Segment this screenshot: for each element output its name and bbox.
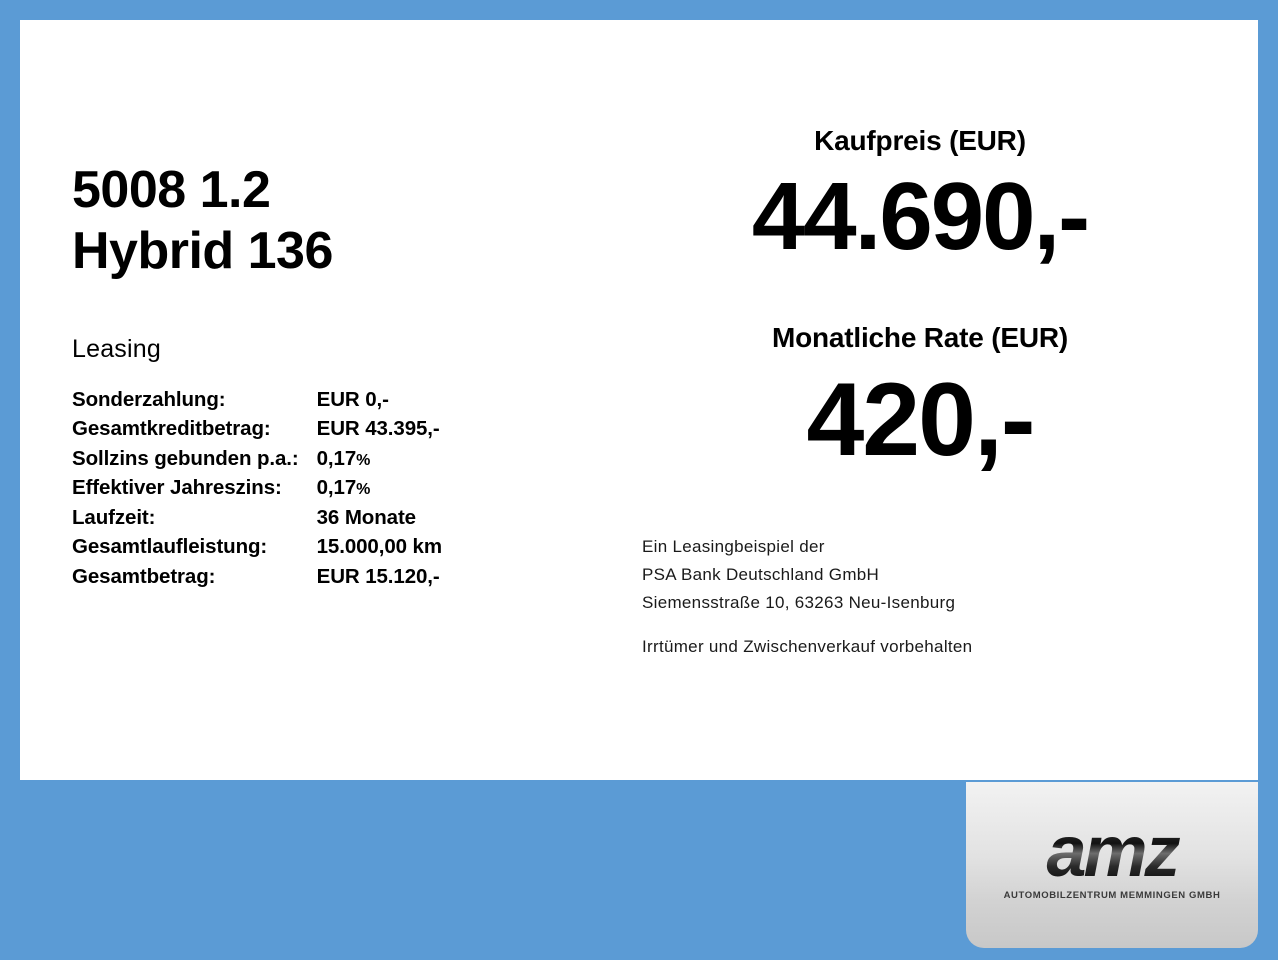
monthly-rate-value: 420,- [806,361,1034,478]
row-value: 36 Monate [316,505,416,529]
offer-card [20,20,1258,780]
price-column [620,125,1220,661]
row-label: Gesamtbetrag: [72,564,216,588]
row-value-number: 0,17 [316,476,357,500]
table-row [72,506,517,536]
row-label: Sonderzahlung: [72,387,226,411]
row-value-unit: % [356,481,371,499]
row-value [317,476,517,506]
purchase-price-label: Kaufpreis (EUR) [814,125,1026,156]
table-row [72,476,517,506]
row-value: EUR 43.395,- [316,417,440,441]
row-value-unit: % [356,451,371,469]
financing-details-table [72,388,517,595]
vehicle-info-column [72,160,592,594]
row-label: Effektiver Jahreszins: [72,476,282,500]
table-row [72,535,517,565]
row-value: EUR 0,- [316,387,389,411]
legal-line-4: Irrtümer und Zwischenverkauf vorbehalten [642,637,973,657]
legal-line-2: PSA Bank Deutschland GmbH [642,565,880,585]
dealer-logo [966,782,1258,948]
row-value-number: 0,17 [316,446,357,470]
logo-inner [966,812,1258,901]
row-label: Laufzeit: [72,505,156,529]
table-row [72,447,517,477]
purchase-price-value: 44.690,- [751,163,1089,270]
logo-wordmark: amz [966,816,1258,888]
logo-subtitle: AUTOMOBILZENTRUM MEMMINGEN GMBH [1003,890,1221,901]
row-value [317,447,517,477]
row-label: Gesamtkreditbetrag: [72,417,271,441]
model-title-line2: Hybrid 136 [72,222,333,281]
row-value: EUR 15.120,- [316,564,440,588]
row-label: Gesamtlaufleistung: [72,535,268,559]
financing-section-label: Leasing [72,334,161,363]
legal-line-3: Siemensstraße 10, 63263 Neu-Isenburg [642,593,956,613]
table-row [72,388,517,418]
legal-notice [642,533,1220,661]
model-title-line1: 5008 1.2 [72,161,271,219]
monthly-rate-label: Monatliche Rate (EUR) [771,321,1069,353]
legal-spacer [642,617,1220,633]
table-row [72,565,517,595]
row-label: Sollzins gebunden p.a.: [72,446,299,470]
row-value: 15.000,00 km [316,535,442,559]
table-row [72,417,517,447]
page-title [72,160,592,283]
legal-line-1: Ein Leasingbeispiel der [642,536,825,556]
